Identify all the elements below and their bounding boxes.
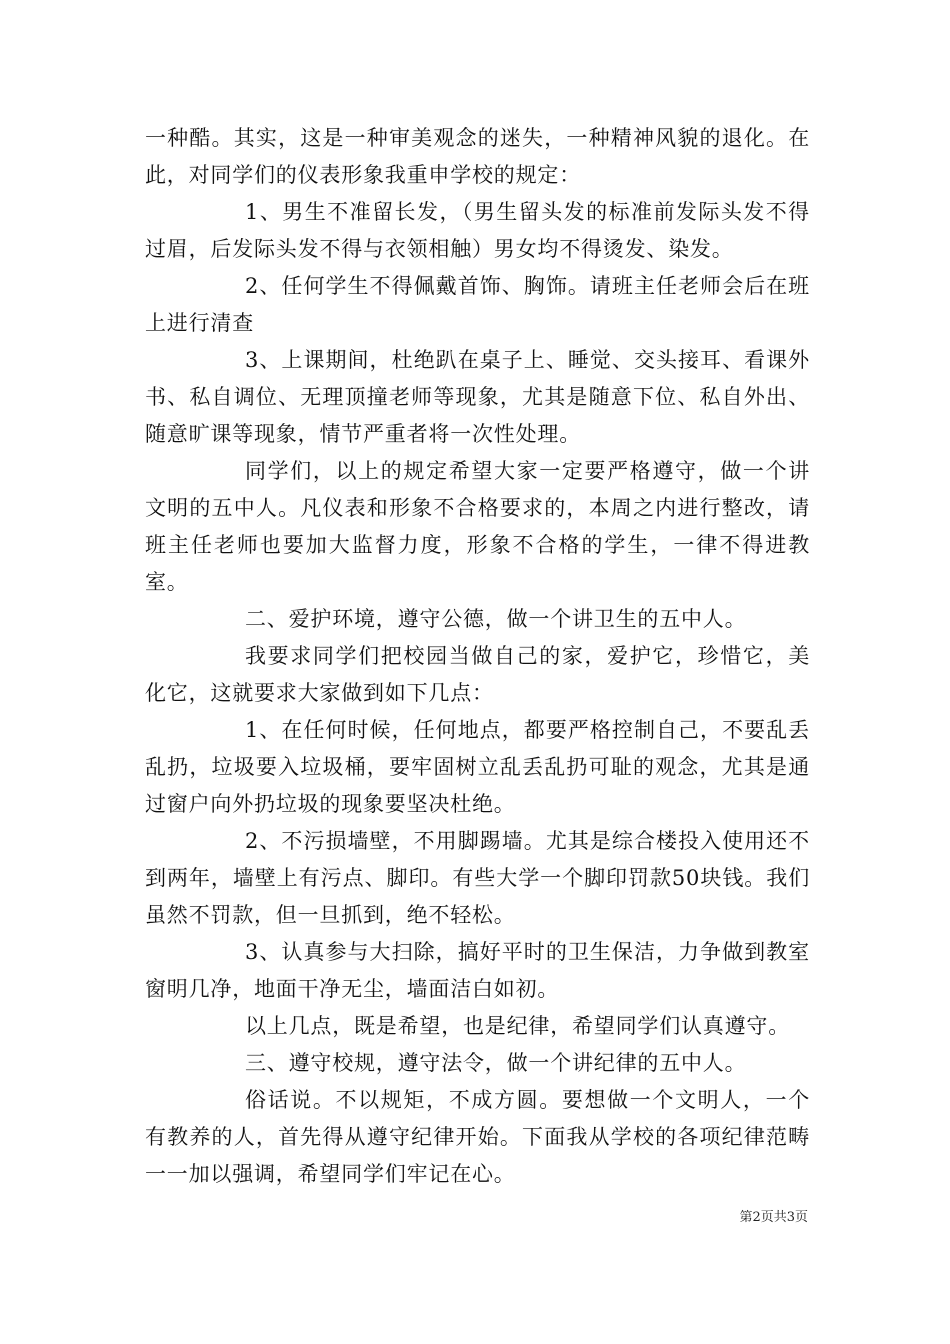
paragraph: 1、男生不准留长发，（男生留头发的标准前发际头发不得过眉，后发际头发不得与衣领相触）男女均不得烫发、染发。 <box>145 200 810 261</box>
paragraph: 3、上课期间，杜绝趴在桌子上、睡觉、交头接耳、看课外书、私自调位、无理顶撞老师等现象，尤其是随意下位、私自外出、随意旷课等现象，情节严重者将一次性处理。 <box>145 348 810 446</box>
paragraph: 2、不污损墙壁，不用脚踢墙。尤其是综合楼投入使用还不到两年，墙壁上有污点、脚印。有些大学一个脚印罚款50块钱。我们虽然不罚款，但一旦抓到，绝不轻松。 <box>145 829 810 927</box>
paragraph: 1、在任何时候，任何地点，都要严格控制自己，不要乱丢乱扔，垃圾要入垃圾桶，要牢固树立乱丢乱扔可耻的观念，尤其是通过窗户向外扔垃圾的现象要坚决杜绝。 <box>145 718 810 816</box>
paragraph: 一种酷。其实，这是一种审美观念的迷失，一种精神风貌的退化。在此，对同学们的仪表形象我重申学校的规定： <box>145 126 810 187</box>
paragraph: 以上几点，既是希望，也是纪律，希望同学们认真遵守。 <box>245 1014 790 1038</box>
body-text <box>145 120 810 1193</box>
section-heading: 三、遵守校规，遵守法令，做一个讲纪律的五中人。 <box>245 1051 747 1075</box>
paragraph: 同学们，以上的规定希望大家一定要严格遵守，做一个讲文明的五中人。凡仪表和形象不合格要求的，本周之内进行整改，请班主任老师也要加大监督力度，形象不合格的学生，一律不得进教室。 <box>145 459 810 594</box>
paragraph: 俗话说。不以规矩，不成方圆。要想做一个文明人，一个有教养的人，首先得从遵守纪律开始。下面我从学校的各项纪律范畴一一加以强调，希望同学们牢记在心。 <box>145 1088 810 1186</box>
paragraph: 2、任何学生不得佩戴首饰、胸饰。请班主任老师会后在班上进行清查 <box>145 274 810 335</box>
section-heading: 二、爱护环境，遵守公德，做一个讲卫生的五中人。 <box>245 607 747 631</box>
page-number-footer: 第2页共3页 <box>739 1210 808 1225</box>
paragraph: 我要求同学们把校园当做自己的家，爱护它，珍惜它，美化它，这就要求大家做到如下几点： <box>145 644 810 705</box>
paragraph: 3、认真参与大扫除，搞好平时的卫生保洁，力争做到教室窗明几净，地面干净无尘，墙面洁白如初。 <box>145 940 810 1001</box>
